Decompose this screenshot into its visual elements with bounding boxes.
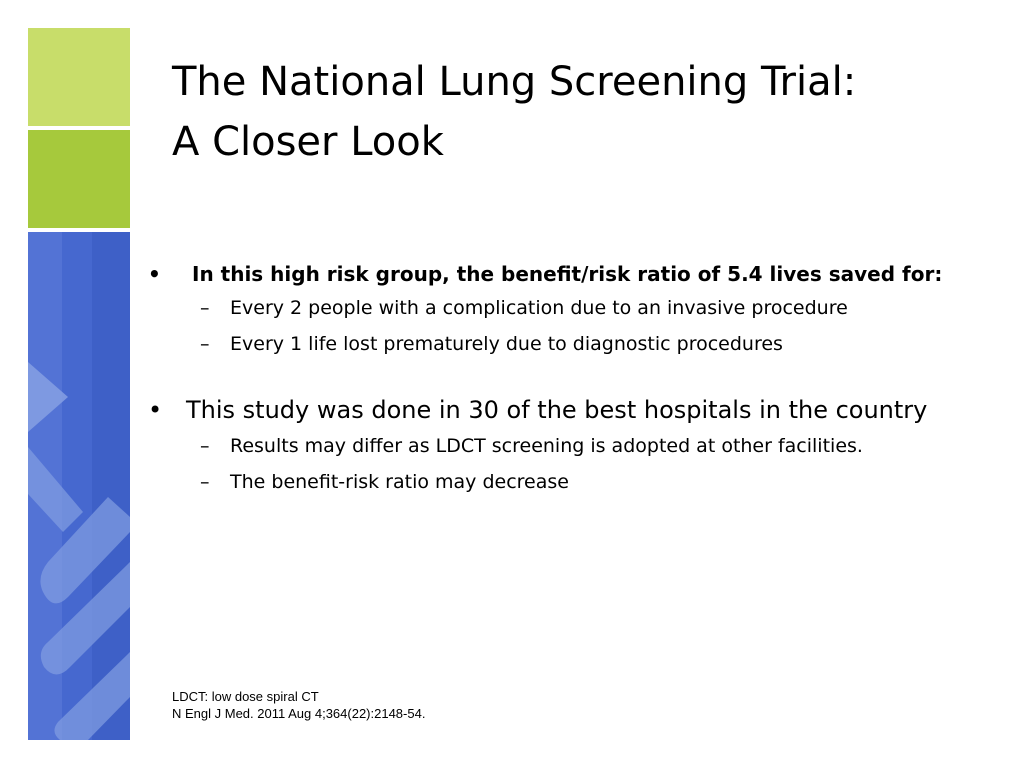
footnote [172,688,425,722]
dash-icon: – [200,297,210,319]
title-line-2: A Closer Look [172,119,444,165]
sub-bullet-text: Results may differ as LDCT screening is adopted at other facilities. [230,435,863,457]
sub-bullet-item [148,290,1008,326]
decorative-blue-block [28,232,130,740]
bullet-item [148,392,1008,428]
bullet-text: This study was done in 30 of the best hospitals in the country [186,396,928,424]
sub-bullet-item [148,464,1008,500]
dash-icon: – [200,333,210,355]
footnote-line-1: LDCT: low dose spiral CT [172,689,319,704]
sub-bullet-item [148,428,1008,464]
bullet-icon: • [148,262,161,286]
title-line-1: The National Lung Screening Trial: [172,59,857,105]
sub-bullet-item [148,326,1008,362]
slide-title [172,52,992,172]
dash-icon: – [200,435,210,457]
blue-stripes-graphic [28,232,130,740]
dash-icon: – [200,471,210,493]
bullet-item [148,258,1008,290]
sub-bullet-text: Every 1 life lost prematurely due to diagnostic procedures [230,333,783,355]
bullet-icon: • [148,396,163,424]
bullet-text: In this high risk group, the benefit/risk ratio of 5.4 lives saved for: [192,262,943,286]
footnote-line-2: N Engl J Med. 2011 Aug 4;364(22):2148-54. [172,706,426,721]
decorative-lime-block [28,130,130,228]
sub-bullet-text: The benefit-risk ratio may decrease [230,471,569,493]
sub-bullet-text: Every 2 people with a complication due to an invasive procedure [230,297,848,319]
decorative-lime-light-block [28,28,130,126]
bullet-list [148,258,1008,500]
